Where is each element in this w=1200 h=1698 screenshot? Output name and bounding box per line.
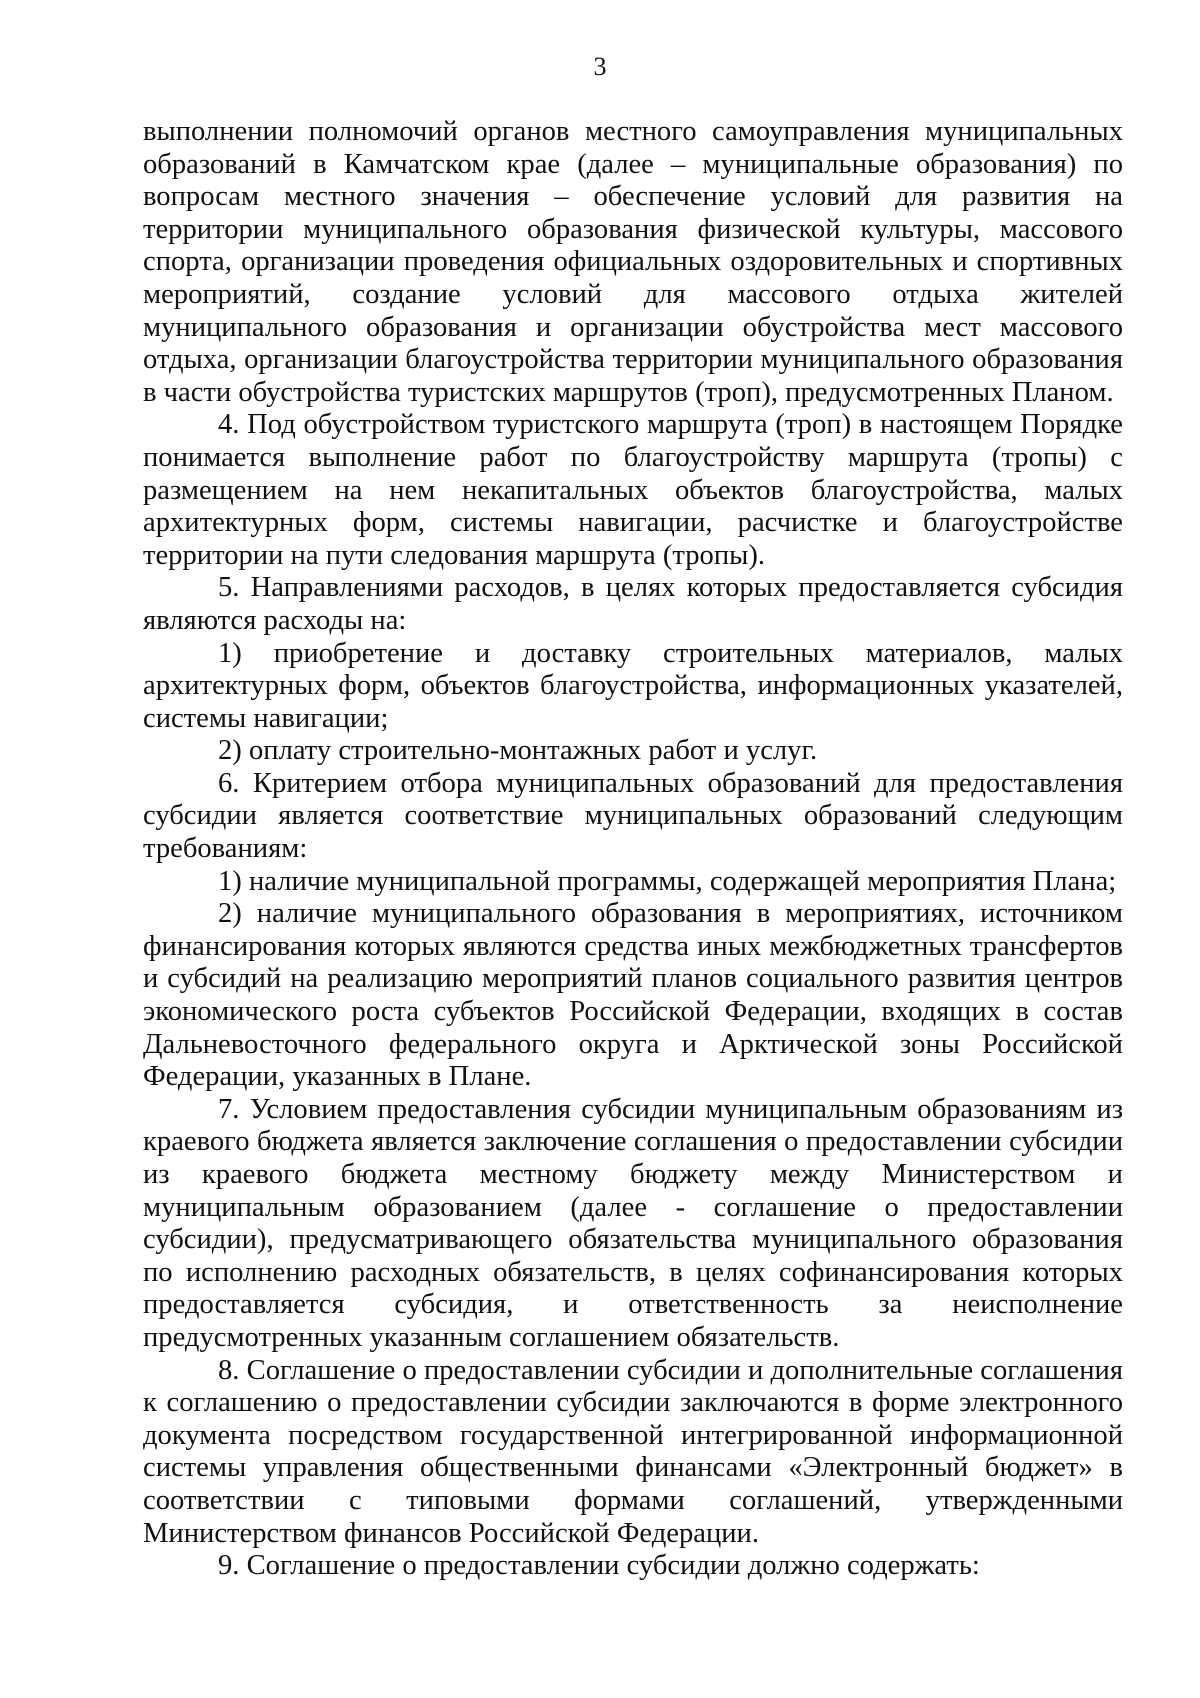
paragraph-item-5-1: 1) приобретение и доставку строительных материалов, малых архитектурных форм, объектов благоустройства, информационных указателей, системы навигации; <box>143 637 1123 734</box>
paragraph-item-6-1: 1) наличие муниципальной программы, содержащей мероприятия Плана; <box>218 865 1117 897</box>
paragraph-item-9: 9. Соглашение о предоставлении субсидии должно содержать: <box>218 1550 980 1582</box>
paragraph-item-5: 5. Направлениями расходов, в целях которых предоставляется субсидия являются расходы на: <box>143 572 1123 636</box>
document-body <box>143 116 1123 1583</box>
paragraph-item-5-2: 2) оплату строительно-монтажных работ и услуг. <box>218 735 818 767</box>
page-number: 3 <box>593 52 607 81</box>
paragraph-item-8: 8. Соглашение о предоставлении субсидии и дополнительные соглашения к соглашению о предоставлении субсидии заключаются в форме электронного документа посредством государственной интегрированной информационной системы управления общественными финансами «Электронный бюджет» в соответствии с типовыми формами соглашений, утвержденными Министерством финансов Российской Федерации. <box>143 1354 1123 1549</box>
paragraph-item-4: 4. Под обустройством туристского маршрута (троп) в настоящем Порядке понимается выполнение работ по благоустройству маршрута (тропы) с размещением на нем некапитальных объектов благоустройства, малых архитектурных форм, системы навигации, расчистке и благоустройстве территории на пути следования маршрута (тропы). <box>143 409 1123 571</box>
paragraph-item-7: 7. Условием предоставления субсидии муниципальным образованиям из краевого бюджета является заключение соглашения о предоставлении субсидии из краевого бюджета местному бюджету между Министерством и муниципальным образованием (далее - соглашение о предоставлении субсидии), предусматривающего обязательства муниципального образования по исполнению расходных обязательств, в целях софинансирования которых предоставляется субсидия, и ответственность за неисполнение предусмотренных указанным соглашением обязательств. <box>143 1093 1123 1353</box>
paragraph-item-6: 6. Критерием отбора муниципальных образований для предоставления субсидии является соответствие муниципальных образований следующим требованиям: <box>143 767 1123 865</box>
paragraph-continuation: выполнении полномочий органов местного самоуправления муниципальных образований в Камчатском крае (далее – муниципальные образования) по вопросам местного значения – обеспечение условий для развития на территории муниципального образования физической культуры, массового спорта, организации проведения официальных оздоровительных и спортивных мероприятий, создание условий для массового отдыха жителей муниципального образования и организации обустройства мест массового отдыха, организации благоустройства территории муниципального образования в части обустройства туристских маршрутов (троп), предусмотренных Планом. <box>143 116 1123 408</box>
paragraph-item-6-2: 2) наличие муниципального образования в мероприятиях, источником финансирования которых являются средства иных межбюджетных трансфертов и субсидий на реализацию мероприятий планов социального развития центров экономического роста субъектов Российской Федерации, входящих в состав Дальневосточного федерального округа и Арктической зоны Российской Федерации, указанных в Плане. <box>143 898 1123 1093</box>
